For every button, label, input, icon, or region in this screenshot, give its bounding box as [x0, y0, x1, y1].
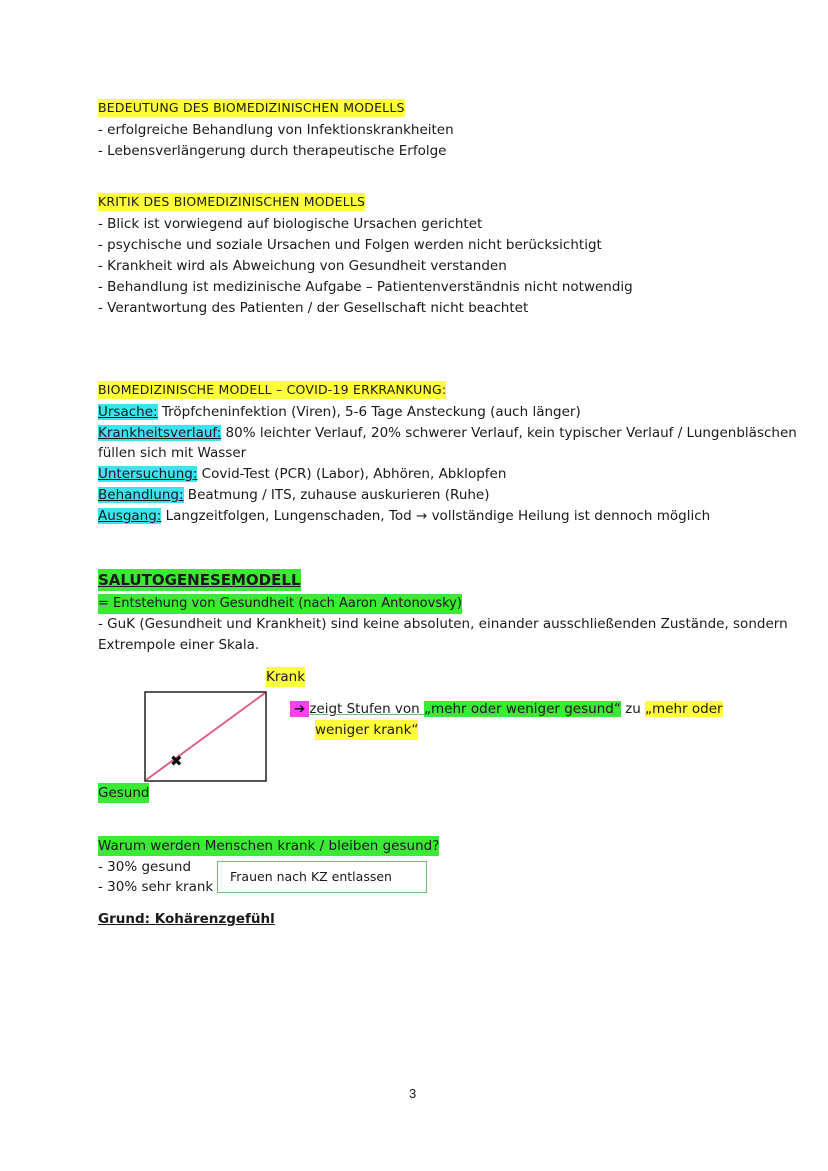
label-behandlung: Behandlung: [98, 487, 184, 503]
page-number: 3 [409, 1086, 417, 1101]
list-item: - Lebensverlängerung durch therapeutische Erfolge [98, 143, 447, 159]
note-text-zu: zu [620, 701, 646, 717]
reason-text: Grund: Kohärenzgefühl [98, 911, 275, 927]
list-item: - psychische und soziale Ursachen und Folgen werden nicht berücksichtigt [98, 237, 602, 253]
note-highlight-gesund: „mehr oder weniger gesund“ [424, 701, 621, 717]
note-highlight-krank: „mehr oder [645, 701, 723, 717]
text-krankheitsverlauf: 80% leichter Verlauf, 20% schwerer Verlauf, kein typischer Verlauf / Lungenbläschen [221, 425, 797, 441]
label-krankheitsverlauf: Krankheitsverlauf: [98, 425, 222, 441]
list-item: - Krankheit wird als Abweichung von Gesundheit verstanden [98, 258, 507, 274]
scale-line [146, 693, 265, 780]
list-item: - Verantwortung des Patienten / der Gesellschaft nicht beachtet [98, 300, 529, 316]
text-guk-line2: Extrempole einer Skala. [98, 637, 260, 653]
label-krank: Krank [266, 669, 306, 685]
text-krankheitsverlauf-cont: füllen sich mit Wasser [98, 445, 247, 461]
section-title-salutogenese: SALUTOGENESEMODELL [98, 571, 301, 589]
row-ausgang [98, 506, 710, 526]
scale-diagram [144, 691, 268, 783]
text-behandlung: Beatmung / ITS, zuhause auskurieren (Ruhe) [183, 487, 490, 503]
row-behandlung [98, 485, 490, 505]
stat-item: - 30% sehr krank [98, 879, 214, 895]
arrow-right-icon: ➔ [290, 701, 309, 717]
text-ausgang: Langzeitfolgen, Lungenschaden, Tod → vollständige Heilung ist dennoch möglich [161, 508, 711, 524]
row-ursache [98, 402, 581, 422]
heading-kritik: KRITIK DES BIOMEDIZINISCHEN MODELLS [98, 194, 366, 209]
label-ausgang: Ausgang: [98, 508, 162, 524]
text-ursache: Tröpfcheninfektion (Viren), 5-6 Tage Ansteckung (auch länger) [157, 404, 581, 420]
note-highlight-krank-cont: weniger krank“ [315, 722, 419, 738]
diagram-note [290, 699, 723, 719]
marker-x-icon: ✖ [170, 752, 183, 770]
boxed-note: Frauen nach KZ entlassen [217, 861, 427, 893]
note-text: zeigt Stufen von [309, 701, 425, 717]
subtitle-salutogenese: = Entstehung von Gesundheit (nach Aaron Antonovsky) [98, 594, 462, 614]
row-krankheitsverlauf [98, 423, 797, 443]
text-guk-line1: - GuK (Gesundheit und Krankheit) sind keine absoluten, einander ausschließenden Zustände, sondern [98, 616, 788, 632]
list-item: - Behandlung ist medizinische Aufgabe – Patientenverständnis nicht notwendig [98, 279, 633, 295]
heading-covid: BIOMEDIZINISCHE MODELL – COVID-19 ERKRANKUNG: [98, 382, 447, 397]
text-untersuchung: Covid-Test (PCR) (Labor), Abhören, Abklopfen [197, 466, 507, 482]
question-heading: Warum werden Menschen krank / bleiben gesund? [98, 838, 440, 854]
row-untersuchung [98, 464, 506, 484]
heading-bedeutung: BEDEUTUNG DES BIOMEDIZINISCHEN MODELLS [98, 100, 405, 115]
list-item: - Blick ist vorwiegend auf biologische Ursachen gerichtet [98, 216, 483, 232]
stat-item: - 30% gesund [98, 859, 192, 875]
label-gesund: Gesund [98, 785, 150, 801]
label-untersuchung: Untersuchung: [98, 466, 198, 482]
label-ursache: Ursache: [98, 404, 158, 420]
list-item: - erfolgreiche Behandlung von Infektionskrankheiten [98, 122, 454, 138]
